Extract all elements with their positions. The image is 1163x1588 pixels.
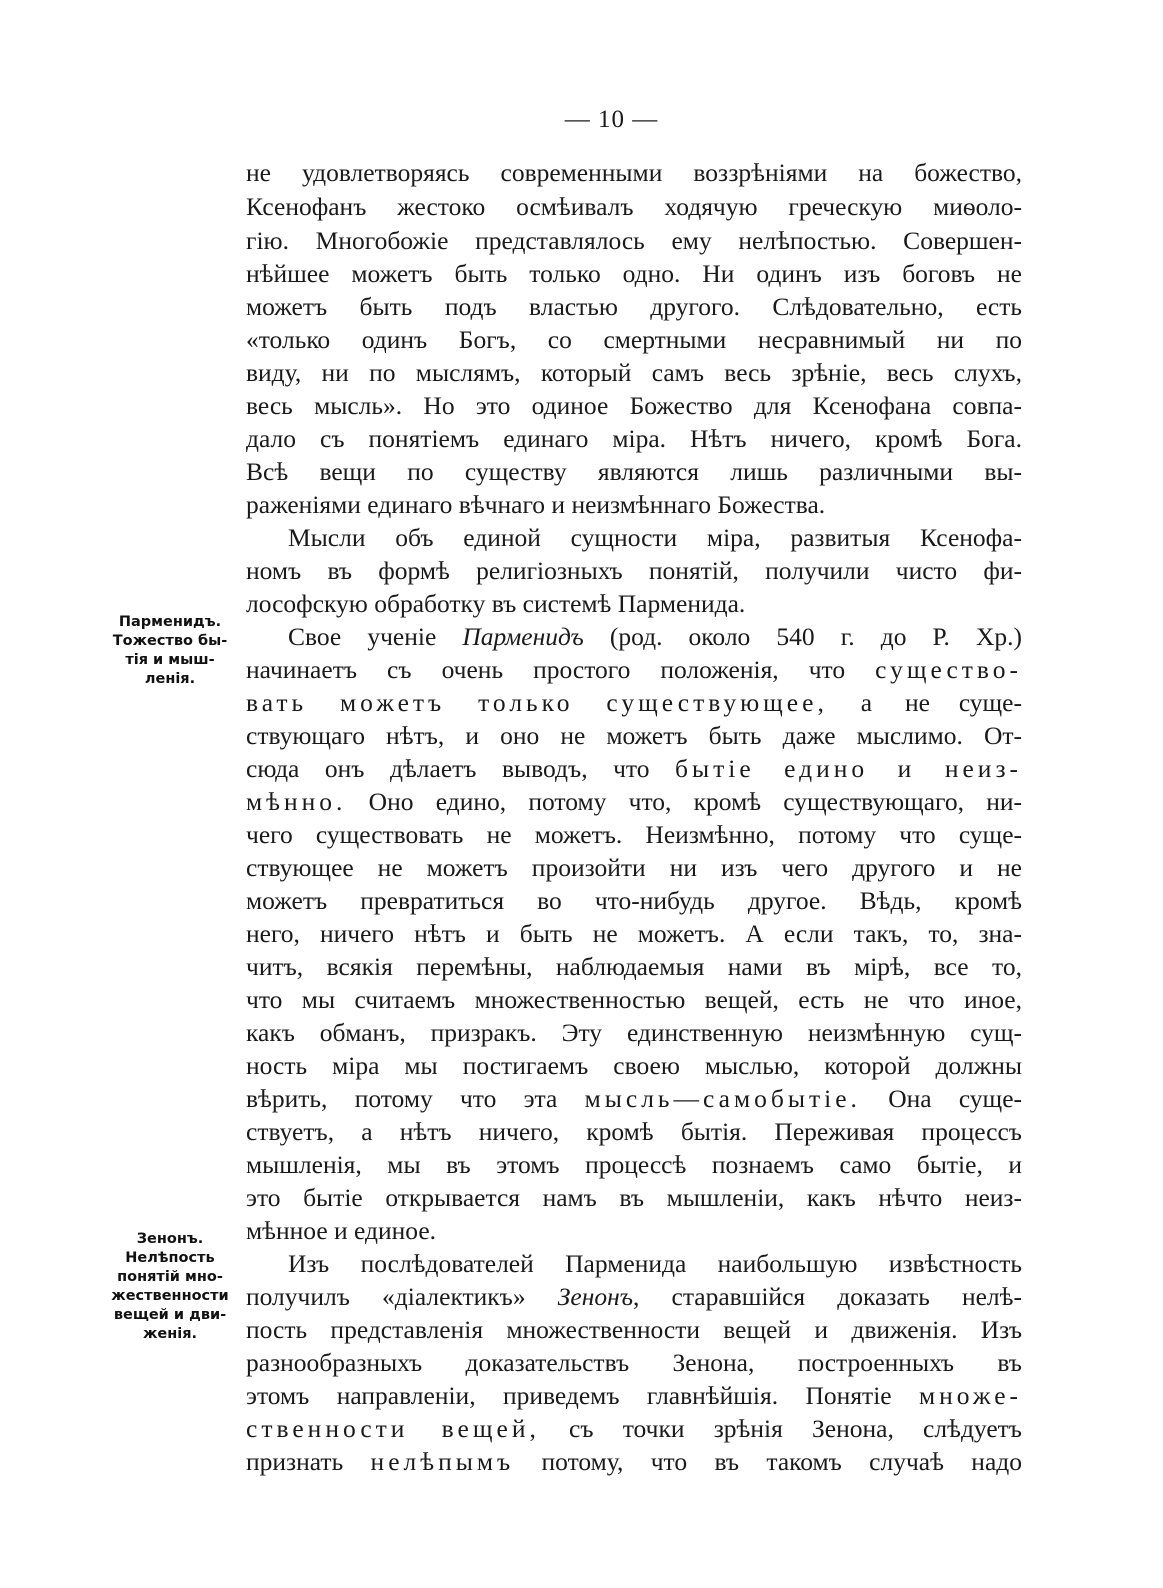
text-line bbox=[246, 786, 1022, 818]
note-line: Парменидъ. bbox=[118, 614, 222, 630]
text-italic-parmenides: Парменидъ bbox=[462, 622, 584, 651]
text-spaced: мѣнно. bbox=[246, 787, 347, 816]
text-line: лософскую обработку въ системѣ Парменида. bbox=[246, 589, 746, 618]
text-line bbox=[246, 1380, 1022, 1412]
text-line bbox=[246, 1413, 1022, 1445]
text-spaced: ственности вещей, bbox=[246, 1414, 540, 1443]
note-line: тія и мыш- bbox=[125, 652, 215, 668]
text-segment: Оно едино, потому что, кромѣ существующаго, ни- bbox=[368, 787, 1022, 816]
text-spaced: множе- bbox=[919, 1381, 1023, 1410]
text-line: можетъ превратиться во что-нибудь другое. Вѣдь, кромѣ bbox=[246, 886, 1022, 915]
margin-note-zeno bbox=[100, 1230, 240, 1344]
text-line: ствующее не можетъ произойти ни изъ чего другого и не bbox=[246, 853, 1022, 882]
text-segment: этомъ направленіи, приведемъ главнѣйшія. Понятіе bbox=[246, 1381, 892, 1410]
text-segment: вѣрить, потому что эта bbox=[246, 1084, 558, 1113]
text-line: него, ничего нѣтъ и быть не можетъ. А если такъ, то, зна- bbox=[246, 919, 1022, 948]
text-spaced: вать можетъ только существующее, а bbox=[246, 688, 877, 717]
text-segment: сюда онъ дѣлаетъ выводъ, что bbox=[246, 754, 650, 783]
text-line: ствуетъ, а нѣтъ ничего, кромѣ бытія. Переживая процессъ bbox=[246, 1117, 1022, 1146]
text-line: какъ обманъ, призракъ. Эту единственную неизмѣнную сущ- bbox=[246, 1018, 1022, 1047]
text-line: раженіями единаго вѣчнаго и неизмѣннаго Божества. bbox=[246, 490, 826, 519]
text-line: читъ, всякія перемѣны, наблюдаемыя нами въ мірѣ, все то, bbox=[246, 952, 1022, 981]
text-line bbox=[246, 753, 1022, 785]
text-line bbox=[246, 1083, 1022, 1115]
text-line: весь мысль». Но это одиное Божество для Ксенофана совпа- bbox=[246, 391, 1022, 420]
text-segment: потому, что въ такомъ случаѣ надо bbox=[541, 1447, 1022, 1476]
text-spaced: нелѣпымъ bbox=[370, 1447, 515, 1476]
text-italic-zeno: Зенонъ bbox=[557, 1282, 633, 1311]
text-line: виду, ни по мыслямъ, который самъ весь зрѣніе, весь слухъ, bbox=[246, 358, 1022, 387]
text-line bbox=[246, 1446, 1022, 1478]
note-line: ленія. bbox=[144, 671, 196, 687]
text-line bbox=[246, 687, 1022, 719]
text-line: ность міра мы постигаемъ своею мыслью, которой должны bbox=[246, 1051, 1022, 1080]
text-line: «только одинъ Богъ, со смертными несравнимый ни по bbox=[246, 325, 1022, 354]
text-line: ствующаго нѣтъ, и оно не можетъ быть даже мыслимо. От- bbox=[246, 721, 1022, 750]
text-line: что мы считаемъ множественностью вещей, есть не что иное, bbox=[246, 985, 1022, 1014]
note-line: Зенонъ. bbox=[136, 1231, 204, 1247]
text-line: разнообразныхъ доказательствъ Зенона, построенныхъ въ bbox=[246, 1348, 1022, 1377]
text-line: гію. Многобожіе представлялось ему нелѣпостью. Совершен- bbox=[246, 226, 1022, 255]
note-line: Тожество бы- bbox=[112, 633, 228, 649]
text-segment: Она суще- bbox=[888, 1084, 1023, 1113]
text-line bbox=[246, 654, 1022, 686]
text-segment: Свое ученіе bbox=[288, 622, 437, 651]
text-segment: , старавшійся доказать нелѣ- bbox=[633, 1282, 1022, 1311]
text-line: мѣнное и единое. bbox=[246, 1216, 437, 1245]
text-segment: (род. около 540 г. до Р. Хр.) bbox=[609, 622, 1022, 651]
page-number: — 10 — bbox=[564, 106, 659, 133]
text-spaced: мысль—самобытіе. bbox=[584, 1084, 861, 1113]
text-line: номъ въ формѣ религіозныхъ понятій, получили чисто фи- bbox=[246, 556, 1022, 585]
text-line: пость представленія множественности вещей и движенія. Изъ bbox=[246, 1315, 1022, 1344]
note-line: женія. bbox=[142, 1326, 198, 1342]
text-segment: съ точки зрѣнія Зенона, слѣдуетъ bbox=[569, 1414, 1022, 1443]
text-segment: получилъ «діалектикъ» bbox=[246, 1282, 526, 1311]
text-line: Ксенофанъ жестоко осмѣивалъ ходячую греческую миѳоло- bbox=[246, 192, 1022, 221]
text-line: чего существовать не можетъ. Неизмѣнно, потому что суще- bbox=[246, 820, 1022, 849]
text-line: нѣйшее можетъ быть только одно. Ни одинъ изъ боговъ не bbox=[246, 259, 1022, 288]
note-line: жественности bbox=[111, 1288, 229, 1304]
text-line: не удовлетворяясь современными воззрѣніями на божество, bbox=[246, 158, 1022, 187]
note-line: вещей и дви- bbox=[113, 1307, 227, 1323]
text-segment: признать bbox=[246, 1447, 344, 1476]
text-line: Всѣ вещи по существу являются лишь различными вы- bbox=[246, 457, 1022, 486]
text-line bbox=[246, 1281, 1022, 1313]
margin-note-parmenides bbox=[100, 613, 240, 689]
text-line: Мысли объ единой сущности міра, развитыя Ксенофа- bbox=[288, 523, 1022, 552]
text-segment: не суще- bbox=[904, 688, 1022, 717]
note-line: Нелѣпость bbox=[125, 1250, 215, 1266]
text-line: можетъ быть подъ властью другого. Слѣдовательно, есть bbox=[246, 292, 1022, 321]
text-line: это бытіе открывается намъ въ мышленіи, какъ нѣчто неиз- bbox=[246, 1183, 1022, 1212]
text-spaced: существо- bbox=[875, 655, 1023, 684]
text-spaced: бытіе едино и неиз- bbox=[675, 754, 1023, 783]
text-segment: начинаетъ съ очень простого положенія, что bbox=[246, 655, 846, 684]
text-line: дало съ понятіемъ единаго міра. Нѣтъ ничего, кромѣ Бога. bbox=[246, 424, 1022, 453]
note-line: понятій мно- bbox=[117, 1269, 223, 1285]
text-line bbox=[246, 621, 1022, 653]
text-line: мышленія, мы въ этомъ процессѣ познаемъ само бытіе, и bbox=[246, 1150, 1022, 1179]
text-line: Изъ послѣдователей Парменида наибольшую извѣстность bbox=[288, 1249, 1022, 1278]
